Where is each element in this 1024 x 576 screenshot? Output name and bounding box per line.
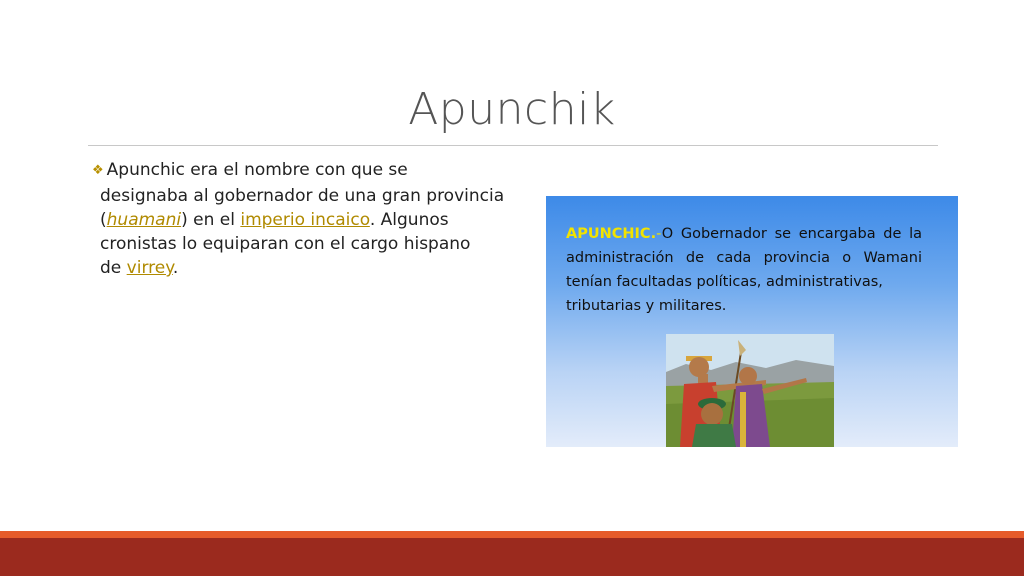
inca-painting-illustration xyxy=(666,334,834,447)
body-text-3b: ) en el xyxy=(181,210,241,230)
figure-text-2: tributarias y militares. xyxy=(566,298,727,314)
title-divider xyxy=(88,145,938,146)
body-line-2 xyxy=(92,184,512,208)
body-line-5 xyxy=(92,256,512,280)
imperio-incaico-link[interactable]: imperio incaico xyxy=(240,210,370,230)
huamani-link[interactable]: huamani xyxy=(106,210,182,230)
footer-bar xyxy=(0,538,1024,576)
figure-caption xyxy=(566,222,922,318)
body-text-1: Apunchic era el nombre con que se xyxy=(106,160,408,180)
slide-body-text xyxy=(92,158,512,280)
footer-accent-stripe xyxy=(0,531,1024,538)
body-text-2: designaba al gobernador de una gran provincia xyxy=(100,186,505,206)
virrey-link[interactable]: virrey xyxy=(126,258,173,278)
slide-title: Apunchik xyxy=(408,84,616,135)
body-text-3a: ( xyxy=(100,210,107,230)
inca-governor-painting xyxy=(666,334,834,447)
figure-text-1: O Gobernador se encargaba de la administración de cada provincia o Wamani tenían facultadas políticas, administrativas, xyxy=(566,226,922,290)
apunchic-figure xyxy=(546,196,958,447)
body-line-4 xyxy=(92,232,512,256)
body-text-3c: . Algunos xyxy=(369,210,449,230)
body-text-5b: . xyxy=(172,258,179,278)
body-text-5a: de xyxy=(100,258,127,278)
body-line-1 xyxy=(92,158,512,184)
diamond-bullet-icon: ❖ xyxy=(92,163,104,178)
figure-dash: - xyxy=(656,226,662,242)
body-text-4: cronistas lo equiparan con el cargo hispano xyxy=(100,234,471,254)
body-line-3 xyxy=(92,208,512,232)
figure-term: APUNCHIC. xyxy=(566,226,657,242)
